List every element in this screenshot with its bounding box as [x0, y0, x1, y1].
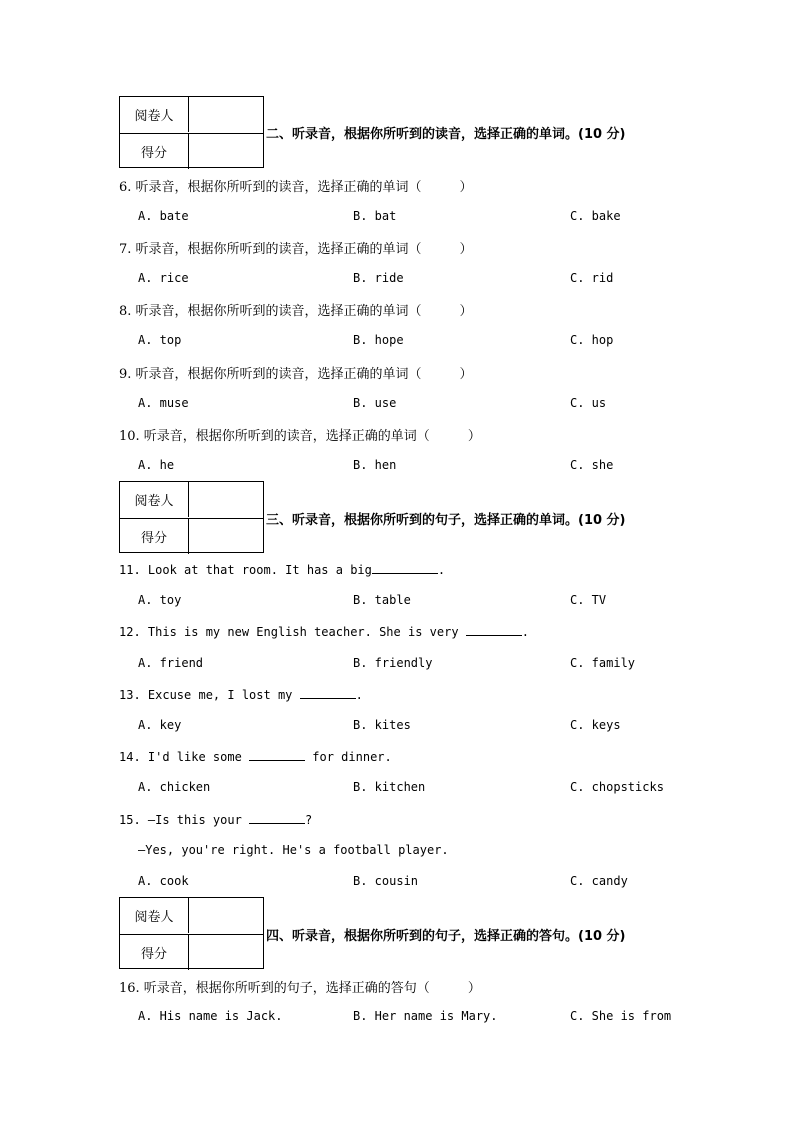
question-text: 13. Excuse me, I lost my	[119, 688, 300, 702]
question-text-end: for dinner.	[305, 750, 392, 764]
question-7	[119, 238, 473, 257]
question-stem: 7. 听录音，根据你所听到的读音，选择正确的单词（	[119, 242, 422, 257]
question-text-end: .	[355, 688, 363, 702]
option-a[interactable]: A. chicken	[138, 780, 211, 794]
option-a[interactable]: A. rice	[138, 271, 189, 285]
score-row	[120, 518, 263, 554]
option-a[interactable]: A. His name is Jack.	[138, 1009, 283, 1023]
option-c[interactable]: C. rid	[570, 271, 614, 285]
question-stem: 16. 听录音，根据你所听到的句子，选择正确的答句（	[119, 981, 430, 996]
reviewer-row	[120, 97, 263, 132]
option-a[interactable]: A. muse	[138, 396, 189, 410]
question-11	[119, 562, 445, 577]
answer-close-paren: ）	[467, 981, 481, 996]
section-title: 二、听录音，根据你所听到的读音，选择正确的单词。(10 分)	[266, 127, 626, 142]
dialogue-reply: —Yes, you're right. He's a football player.	[138, 843, 449, 857]
option-c[interactable]: C. chopsticks	[570, 780, 664, 794]
section-title: 四、听录音，根据你所听到的句子，选择正确的答句。(10 分)	[266, 929, 626, 944]
question-text: 11. Look at that room. It has a big	[119, 563, 372, 577]
question-8	[119, 300, 473, 319]
reviewer-label: 阅卷人	[120, 482, 189, 517]
option-b[interactable]: B. Her name is Mary.	[353, 1009, 498, 1023]
question-12	[119, 624, 529, 639]
option-a[interactable]: A. bate	[138, 209, 189, 223]
option-a[interactable]: A. toy	[138, 593, 182, 607]
answer-close-paren: ）	[459, 242, 473, 257]
option-c[interactable]: C. She is from	[570, 1009, 672, 1023]
reviewer-row	[120, 898, 263, 933]
question-text-end: .	[521, 625, 530, 639]
option-b[interactable]: B. kitchen	[353, 780, 426, 794]
question-text-end: ?	[305, 813, 313, 827]
option-a[interactable]: A. top	[138, 333, 182, 347]
answer-close-paren: ）	[467, 429, 481, 444]
score-box	[119, 96, 264, 168]
question-text-end: .	[437, 563, 446, 577]
score-cell[interactable]	[189, 134, 263, 169]
question-13	[119, 687, 363, 702]
reviewer-row	[120, 482, 263, 517]
section-title: 三、听录音，根据你所听到的句子，选择正确的单词。(10 分)	[266, 513, 626, 528]
option-b[interactable]: B. kites	[353, 718, 411, 732]
question-14	[119, 749, 392, 764]
reviewer-cell[interactable]	[189, 97, 263, 132]
option-a[interactable]: A. key	[138, 718, 182, 732]
question-text: 14. I'd like some	[119, 750, 250, 764]
reviewer-cell[interactable]	[189, 898, 263, 933]
answer-blank[interactable]	[300, 687, 356, 699]
question-6	[119, 176, 473, 195]
question-16	[119, 977, 481, 996]
option-a[interactable]: A. friend	[138, 656, 204, 670]
answer-blank[interactable]	[249, 749, 305, 761]
question-text: 12. This is my new English teacher. She is very	[119, 625, 466, 639]
option-b[interactable]: B. bat	[353, 209, 397, 223]
score-cell[interactable]	[189, 935, 263, 970]
option-a[interactable]: A. he	[138, 458, 175, 472]
option-c[interactable]: C. keys	[570, 718, 621, 732]
question-stem: 8. 听录音，根据你所听到的读音，选择正确的单词（	[119, 304, 422, 319]
option-c[interactable]: C. bake	[570, 209, 621, 223]
option-c[interactable]: C. she	[570, 458, 614, 472]
option-b[interactable]: B. cousin	[353, 874, 419, 888]
score-box	[119, 481, 264, 553]
answer-blank[interactable]	[466, 624, 522, 636]
option-c[interactable]: C. TV	[570, 593, 607, 607]
question-stem: 9. 听录音，根据你所听到的读音，选择正确的单词（	[119, 367, 422, 382]
reviewer-label: 阅卷人	[120, 898, 189, 933]
score-row	[120, 934, 263, 970]
score-label: 得分	[120, 519, 189, 554]
question-15	[119, 812, 312, 827]
option-b[interactable]: B. hope	[353, 333, 404, 347]
option-c[interactable]: C. us	[570, 396, 607, 410]
score-label: 得分	[120, 134, 189, 169]
answer-blank[interactable]	[372, 562, 438, 574]
option-c[interactable]: C. candy	[570, 874, 628, 888]
answer-close-paren: ）	[459, 180, 473, 195]
option-b[interactable]: B. hen	[353, 458, 397, 472]
answer-close-paren: ）	[459, 367, 473, 382]
question-9	[119, 363, 473, 382]
answer-close-paren: ）	[459, 304, 473, 319]
option-b[interactable]: B. ride	[353, 271, 404, 285]
option-b[interactable]: B. friendly	[353, 656, 433, 670]
reviewer-label: 阅卷人	[120, 97, 189, 132]
question-10	[119, 425, 481, 444]
question-stem: 6. 听录音，根据你所听到的读音，选择正确的单词（	[119, 180, 422, 195]
option-a[interactable]: A. cook	[138, 874, 189, 888]
option-b[interactable]: B. use	[353, 396, 397, 410]
question-stem: 10. 听录音，根据你所听到的读音，选择正确的单词（	[119, 429, 430, 444]
score-row	[120, 133, 263, 169]
answer-blank[interactable]	[249, 812, 305, 824]
score-box	[119, 897, 264, 969]
option-c[interactable]: C. hop	[570, 333, 614, 347]
option-b[interactable]: B. table	[353, 593, 411, 607]
reviewer-cell[interactable]	[189, 482, 263, 517]
score-label: 得分	[120, 935, 189, 970]
question-text: 15. —Is this your	[119, 813, 250, 827]
score-cell[interactable]	[189, 519, 263, 554]
option-c[interactable]: C. family	[570, 656, 636, 670]
